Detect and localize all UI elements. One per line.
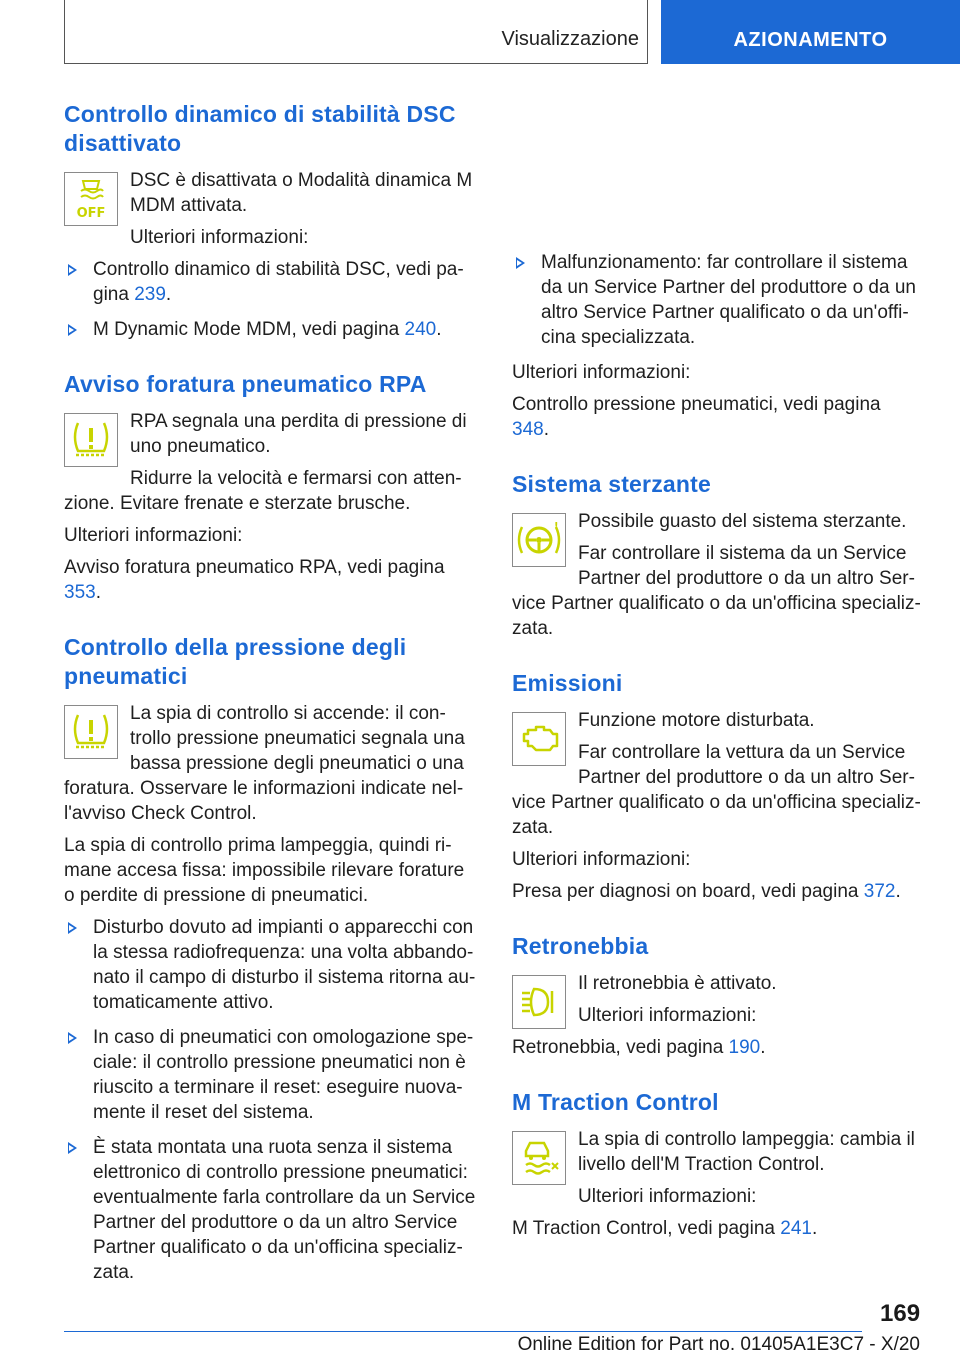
page-link[interactable]: 239 bbox=[134, 284, 166, 305]
page-link[interactable]: 372 bbox=[863, 881, 896, 902]
svg-text:!: ! bbox=[554, 521, 559, 532]
bullet-triangle-icon bbox=[68, 1142, 77, 1154]
tire-pressure-icon bbox=[64, 413, 118, 467]
text: La spia di controllo prima lampeggia, quindi rimane accesa fissa: impossibile rilevare forature o perdite di pressione di pneumatici. bbox=[64, 835, 465, 906]
text: Ulteriori informazioni: bbox=[130, 227, 309, 248]
text: Far controllare il sistema da un Service Partner del produttore o da un altro Service Partner qualificato o da un'officina specializzata. bbox=[512, 543, 921, 639]
text: M Traction Control, vedi pagina 241. bbox=[512, 1218, 818, 1239]
page-link[interactable]: 348 bbox=[512, 419, 544, 440]
steering-warning-icon bbox=[512, 513, 566, 567]
header-chapter-tab[interactable]: AZIONAMENTO bbox=[661, 0, 960, 64]
page-number: 169 bbox=[880, 1300, 921, 1327]
text: La spia di controllo lampeggia: cambia il livello dell'M Traction Control. bbox=[578, 1129, 915, 1175]
text: Ridurre la velocità e fermarsi con attenzione. Evitare frenate e sterzate brusche. bbox=[64, 468, 462, 514]
section-title: M Traction Control bbox=[512, 1089, 719, 1115]
page-link[interactable]: 190 bbox=[728, 1037, 761, 1058]
section-steering bbox=[512, 470, 922, 641]
section-title: Controllo della pressione degli pneumatici bbox=[64, 634, 407, 689]
bullet-triangle-icon bbox=[68, 1032, 77, 1044]
text: Possibile guasto del sistema sterzante. bbox=[578, 511, 907, 532]
text: Il retronebbia è attivato. bbox=[578, 973, 777, 994]
text: Ulteriori informazioni: bbox=[512, 849, 691, 870]
right-column bbox=[512, 100, 922, 1269]
text: La spia di controllo si accende: il controllo pressione pneumatici segnala una bassa pressione degli pneumatici o una foratura. Osservare le informazioni indicate nell'avviso Check Control. bbox=[64, 703, 465, 824]
bullet-triangle-icon bbox=[68, 922, 77, 934]
text: Presa per diagnosi on board, vedi pagina 372. bbox=[512, 881, 901, 902]
section-tpm bbox=[64, 633, 478, 1285]
traction-control-icon bbox=[512, 1131, 566, 1185]
list-item: Malfunzionamento: far controllare il sistema da un Service Partner del produttore o da un altro Service Partner qualificato o da un'officina specializzata. bbox=[512, 250, 922, 350]
text: Ulteriori informazioni: bbox=[578, 1005, 757, 1026]
bullet-triangle-icon bbox=[68, 264, 77, 276]
left-column bbox=[64, 100, 478, 1313]
section-title: Emissioni bbox=[512, 670, 623, 696]
page-link[interactable]: 240 bbox=[404, 319, 437, 340]
svg-text:OFF: OFF bbox=[76, 206, 106, 221]
header-section-title: Visualizzazione bbox=[501, 28, 639, 50]
text: Funzione motore disturbata. bbox=[578, 710, 815, 731]
list-item: Controllo dinamico di stabilità DSC, vedi pagina 239. bbox=[64, 257, 478, 307]
list-item: In caso di pneumatici con omologazione speciale: il controllo pressione pneumatici non è riuscito a terminare il reset: eseguire nuovamente il reset del sistema. bbox=[64, 1025, 478, 1125]
footer-divider bbox=[64, 1331, 862, 1332]
tire-pressure-icon bbox=[64, 705, 118, 759]
rear-fog-light-icon bbox=[512, 975, 566, 1029]
section-rear-fog bbox=[512, 932, 922, 1060]
text: DSC è disattivata o Modalità dinamica M MDM attivata. bbox=[130, 170, 473, 216]
dsc-off-icon bbox=[64, 172, 118, 226]
page-link[interactable]: 353 bbox=[64, 582, 96, 603]
list-item: È stata montata una ruota senza il sistema elettronico di controllo pressione pneumatici: eventualmente farla controllare da un Service Partner del produttore o da un altro Service Partner qualificato o da un'officina specializzata. bbox=[64, 1135, 478, 1285]
section-rpa bbox=[64, 370, 478, 605]
section-title: Avviso foratura pneumatico RPA bbox=[64, 371, 427, 397]
list-item: M Dynamic Mode MDM, vedi pagina 240. bbox=[64, 317, 478, 342]
section-emissions bbox=[512, 669, 922, 904]
text: Ulteriori informazioni: bbox=[578, 1186, 757, 1207]
header-frame bbox=[64, 0, 648, 64]
section-title: Retronebbia bbox=[512, 933, 649, 959]
text: Retronebbia, vedi pagina 190. bbox=[512, 1037, 766, 1058]
section-dsc bbox=[64, 100, 478, 342]
section-title: Sistema sterzante bbox=[512, 471, 711, 497]
text: Far controllare la vettura da un Service Partner del produttore o da un altro Service Partner qualificato o da un'officina specializzata. bbox=[512, 742, 921, 838]
section-title: Controllo dinamico di stabilità DSC disattivato bbox=[64, 101, 456, 156]
list-item: Disturbo dovuto ad impianti o apparecchi con la stessa radiofrequenza: una volta abbandonato il campo di disturbo il sistema ritorna automaticamente attivo. bbox=[64, 915, 478, 1015]
bullet-triangle-icon bbox=[68, 324, 77, 336]
text: RPA segnala una perdita di pressione di uno pneumatico. bbox=[130, 411, 467, 457]
engine-icon bbox=[512, 712, 566, 766]
text: Ulteriori informazioni: bbox=[64, 525, 243, 546]
bullet-triangle-icon bbox=[516, 257, 525, 269]
text: Controllo pressione pneumatici, vedi pagina 348. bbox=[512, 394, 881, 440]
page-link[interactable]: 241 bbox=[780, 1218, 812, 1239]
text: Avviso foratura pneumatico RPA, vedi pagina 353. bbox=[64, 557, 445, 603]
section-traction bbox=[512, 1088, 922, 1241]
footer-edition: Online Edition for Part no. 01405A1E3C7 - X/20 bbox=[517, 1334, 920, 1355]
text: Ulteriori informazioni: bbox=[512, 362, 691, 383]
